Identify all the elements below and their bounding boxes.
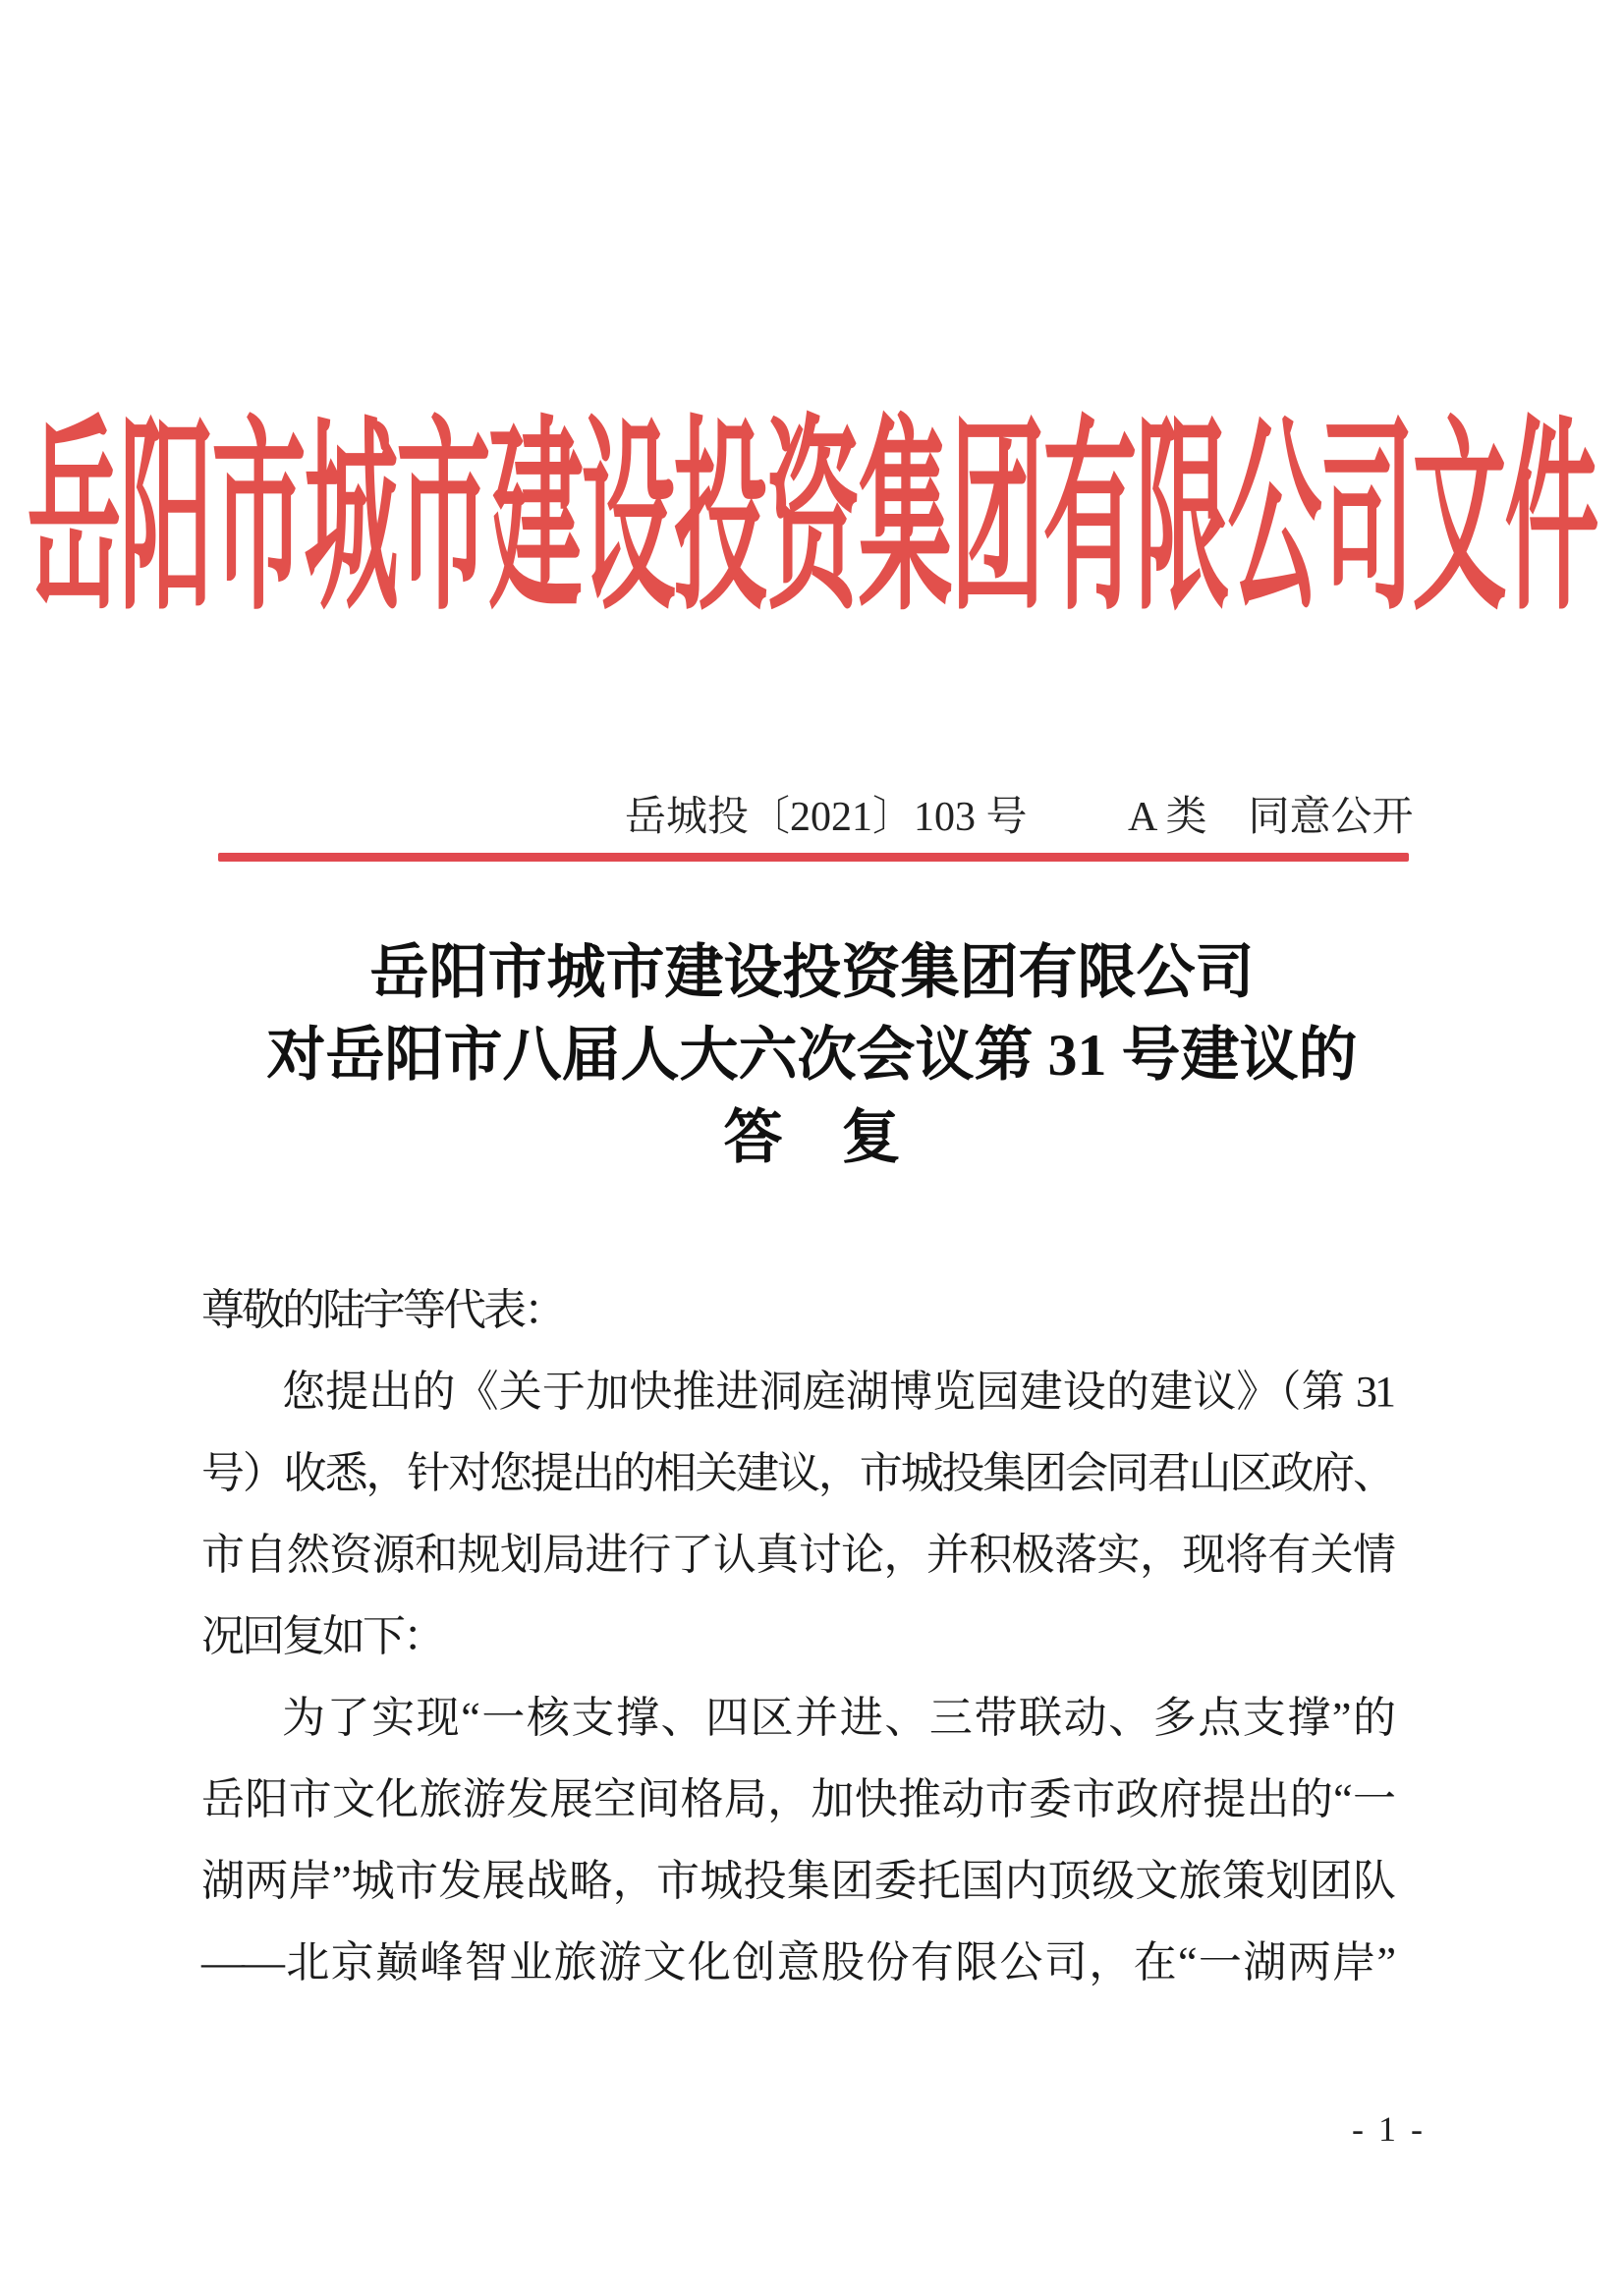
document-body (201, 1269, 1393, 2003)
body-line: 您提出的《关于加快推进洞庭湖博览园建设的建议》（第 31 (282, 1368, 1393, 1416)
body-line: 为了实现“一核支撑、四区并进、三带联动、多点支撑”的 (282, 1694, 1393, 1742)
body-line: 湖两岸”城市发展战略，市城投集团委托国内顶级文旅策划团队 (201, 1857, 1393, 1905)
title-line-2: 对岳阳市八届人大六次会议第 31 号建议的 (266, 1023, 1358, 1088)
body-line-salutation: 尊敬的陆宇等代表： (201, 1286, 564, 1334)
body-line: 号）收悉，针对您提出的相关建议，市城投集团会同君山区政府、 (201, 1449, 1393, 1497)
red-divider-rule (218, 853, 1409, 862)
classification-label: A 类 同意公开 (1128, 795, 1414, 840)
body-line: 市自然资源和规划局进行了认真讨论，并积极落实，现将有关情 (201, 1531, 1393, 1579)
page-number: - 1 - (1352, 2109, 1426, 2149)
doc-number: 岳城投〔2021〕103 号 (625, 795, 1028, 840)
body-line: 况回复如下： (201, 1612, 443, 1660)
org-banner-title: 岳阳市城市建设投资集团有限公司文件 (27, 403, 1597, 636)
body-line: 岳阳市文化旅游发展空间格局，加快推动市委市政府提出的“一 (201, 1775, 1393, 1823)
document-title (0, 931, 1624, 1179)
body-line: ——北京巅峰智业旅游文化创意股份有限公司，在“一湖两岸” (201, 1938, 1393, 1987)
doc-meta-row (0, 792, 1624, 843)
title-line-3: 答 复 (723, 1105, 901, 1170)
title-line-1: 岳阳市城市建设投资集团有限公司 (369, 940, 1255, 1005)
